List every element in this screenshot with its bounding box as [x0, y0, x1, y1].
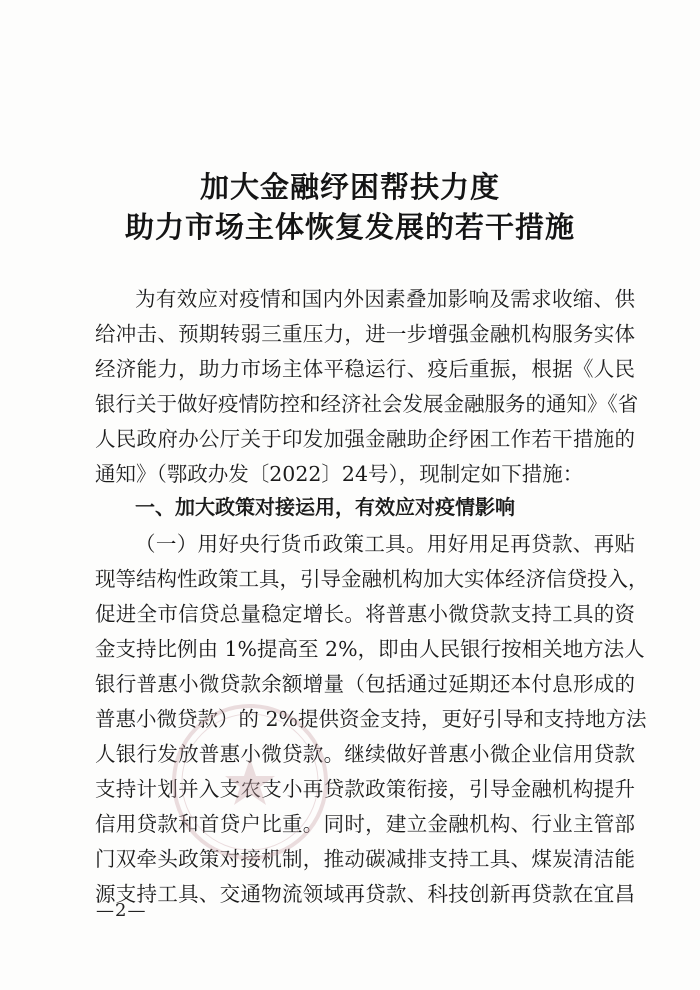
paragraph-line: 为有效应对疫情和国内外因素叠加影响及需求收缩、供: [135, 287, 635, 311]
subsection-line: 促进全市信贷总量稳定增长。将普惠小微贷款支持工具的资: [95, 602, 635, 626]
section-heading: 一、加大政策对接运用，有效应对疫情影响: [135, 495, 515, 519]
subsection-line: 源支持工具、交通物流领域再贷款、科技创新再贷款在宜昌: [95, 882, 635, 906]
subsection-line: （一）用好央行货币政策工具。用好用足再贷款、再贴: [135, 532, 635, 556]
subsection-line: 现等结构性政策工具，引导金融机构加大实体经济信贷投入，: [95, 567, 649, 591]
paragraph-line: 经济能力，助力市场主体平稳运行、疫后重振，根据《人民: [95, 357, 635, 381]
subsection-line: 门双牵头政策对接机制，推动碳减排支持工具、煤炭清洁能: [95, 847, 635, 871]
document-title-line-1: 加大金融纾困帮扶力度: [199, 170, 500, 204]
subsection-line: 金支持比例由 1%提高至 2%，即由人民银行按相关地方法人: [95, 637, 645, 661]
page-number: —2—: [96, 900, 147, 921]
paragraph-line: 人民政府办公厅关于印发加强金融助企纾困工作若干措施的: [95, 427, 635, 451]
paragraph-line: 给冲击、预期转弱三重压力，进一步增强金融机构服务实体: [95, 322, 635, 346]
paragraph-line: 银行关于做好疫情防控和经济社会发展金融服务的通知》《省: [95, 392, 639, 416]
subsection-line: 普惠小微贷款）的 2%提供资金支持，更好引导和支持地方法: [95, 707, 647, 731]
subsection-line: 银行普惠小微贷款余额增量（包括通过延期还本付息形成的: [95, 672, 635, 696]
subsection-line: 信用贷款和首贷户比重。同时，建立金融机构、行业主管部: [95, 812, 635, 836]
subsection-line: 人银行发放普惠小微贷款。继续做好普惠小微企业信用贷款: [95, 742, 635, 766]
paragraph-line: 通知》（鄂政办发〔2022〕24号），现制定如下措施：: [95, 462, 584, 486]
subsection-line: 支持计划并入支农支小再贷款政策衔接，引导金融机构提升: [95, 777, 635, 801]
document-title-line-2: 助力市场主体恢复发展的若干措施: [124, 210, 575, 244]
